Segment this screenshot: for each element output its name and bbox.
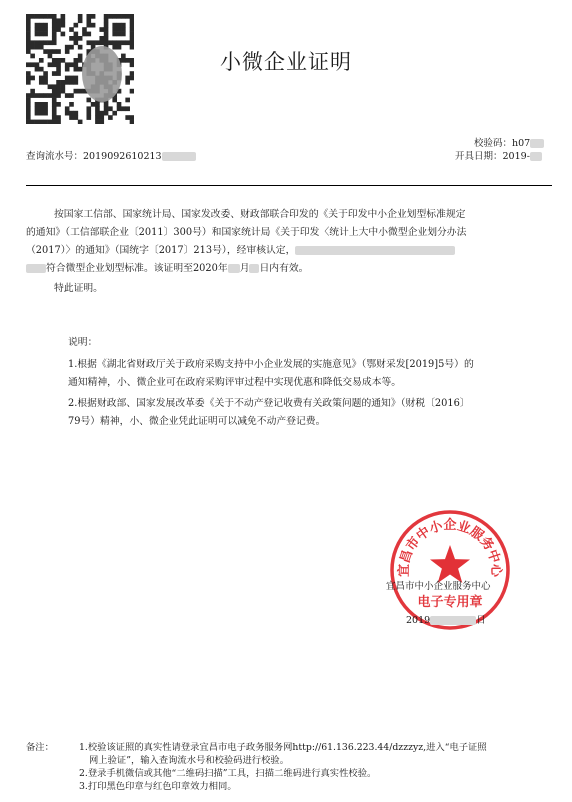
redacted-block (26, 264, 46, 273)
footer-note-3: 3.打印黑色印章与红色印章效力相同。 (79, 781, 237, 792)
footer-label: 备注： (26, 742, 54, 753)
footer-note-2: 2.登录手机微信或其他“二维码扫描”工具，扫描二维码进行真实性校验。 (79, 768, 377, 779)
issue-date: 开具日期：2019- (455, 150, 542, 163)
redacted-block (530, 152, 542, 161)
footer-note-1-line-2: 网上验证”，输入查询流水号和校验码进行校验。 (89, 755, 289, 766)
notes-heading: 说明： (68, 337, 98, 348)
footer-note-1-line-1: 1.校验该证照的真实性请登录宜昌市电子政务服务网http://61.136.223.44/dzzzyz,进入“电子证照 (79, 742, 487, 753)
redacted-block (162, 152, 196, 161)
issuer-name: 宜昌市中小企业服务中心 (386, 581, 491, 592)
document-title: 小微企业证明 (220, 50, 352, 74)
header-divider (26, 185, 552, 186)
body-line-3: （2017）〉的通知》（国统字〔2017〕213号），经审核认定， (26, 242, 455, 260)
note-1-line-2: 通知精神，小、微企业可在政府采购评审过程中实现优惠和降低交易成本等。 (68, 377, 402, 388)
note-2-line-2: 79号）精神，小、微企业凭此证明可以减免不动产登记费。 (68, 416, 326, 427)
serial-number: 查询流水号：2019092610213 (26, 150, 196, 163)
redacted-block (530, 139, 544, 148)
redacted-block (228, 264, 240, 273)
note-2-line-1: 2.根据财政部、国家发展改革委《关于不动产登记收费有关政策问题的通知》（财税〔2016〕 (68, 398, 470, 409)
body-line-1: 按国家工信部、国家统计局、国家发改委、财政部联合印发的《关于印发中小企业划型标准规定 (54, 209, 466, 220)
note-1-line-1: 1.根据《湖北省财政厅关于政府采购支持中小企业发展的实施意见》（鄂财采发[2019]5号）的 (68, 359, 474, 370)
redacted-block (249, 264, 259, 273)
body-line-2: 的通知》（工信部联企业〔2011〕300号）和国家统计局《关于印发〈统计上大中小微型企业划分办法 (26, 227, 467, 238)
check-code: 校验码：h07 (474, 137, 544, 150)
svg-text:电子专用章: 电子专用章 (417, 595, 483, 610)
issue-signature-date: 2019 日 (406, 615, 486, 626)
redacted-company-name (295, 246, 455, 255)
body-line-4: 符合微型企业划型标准。该证明至2020年 月 日内有效。 (26, 260, 308, 278)
svg-text:宜昌市中小企业服务中心: 宜昌市中小企业服务中心 (396, 518, 504, 578)
redacted-block (430, 616, 476, 625)
body-line-5: 特此证明。 (54, 283, 103, 294)
